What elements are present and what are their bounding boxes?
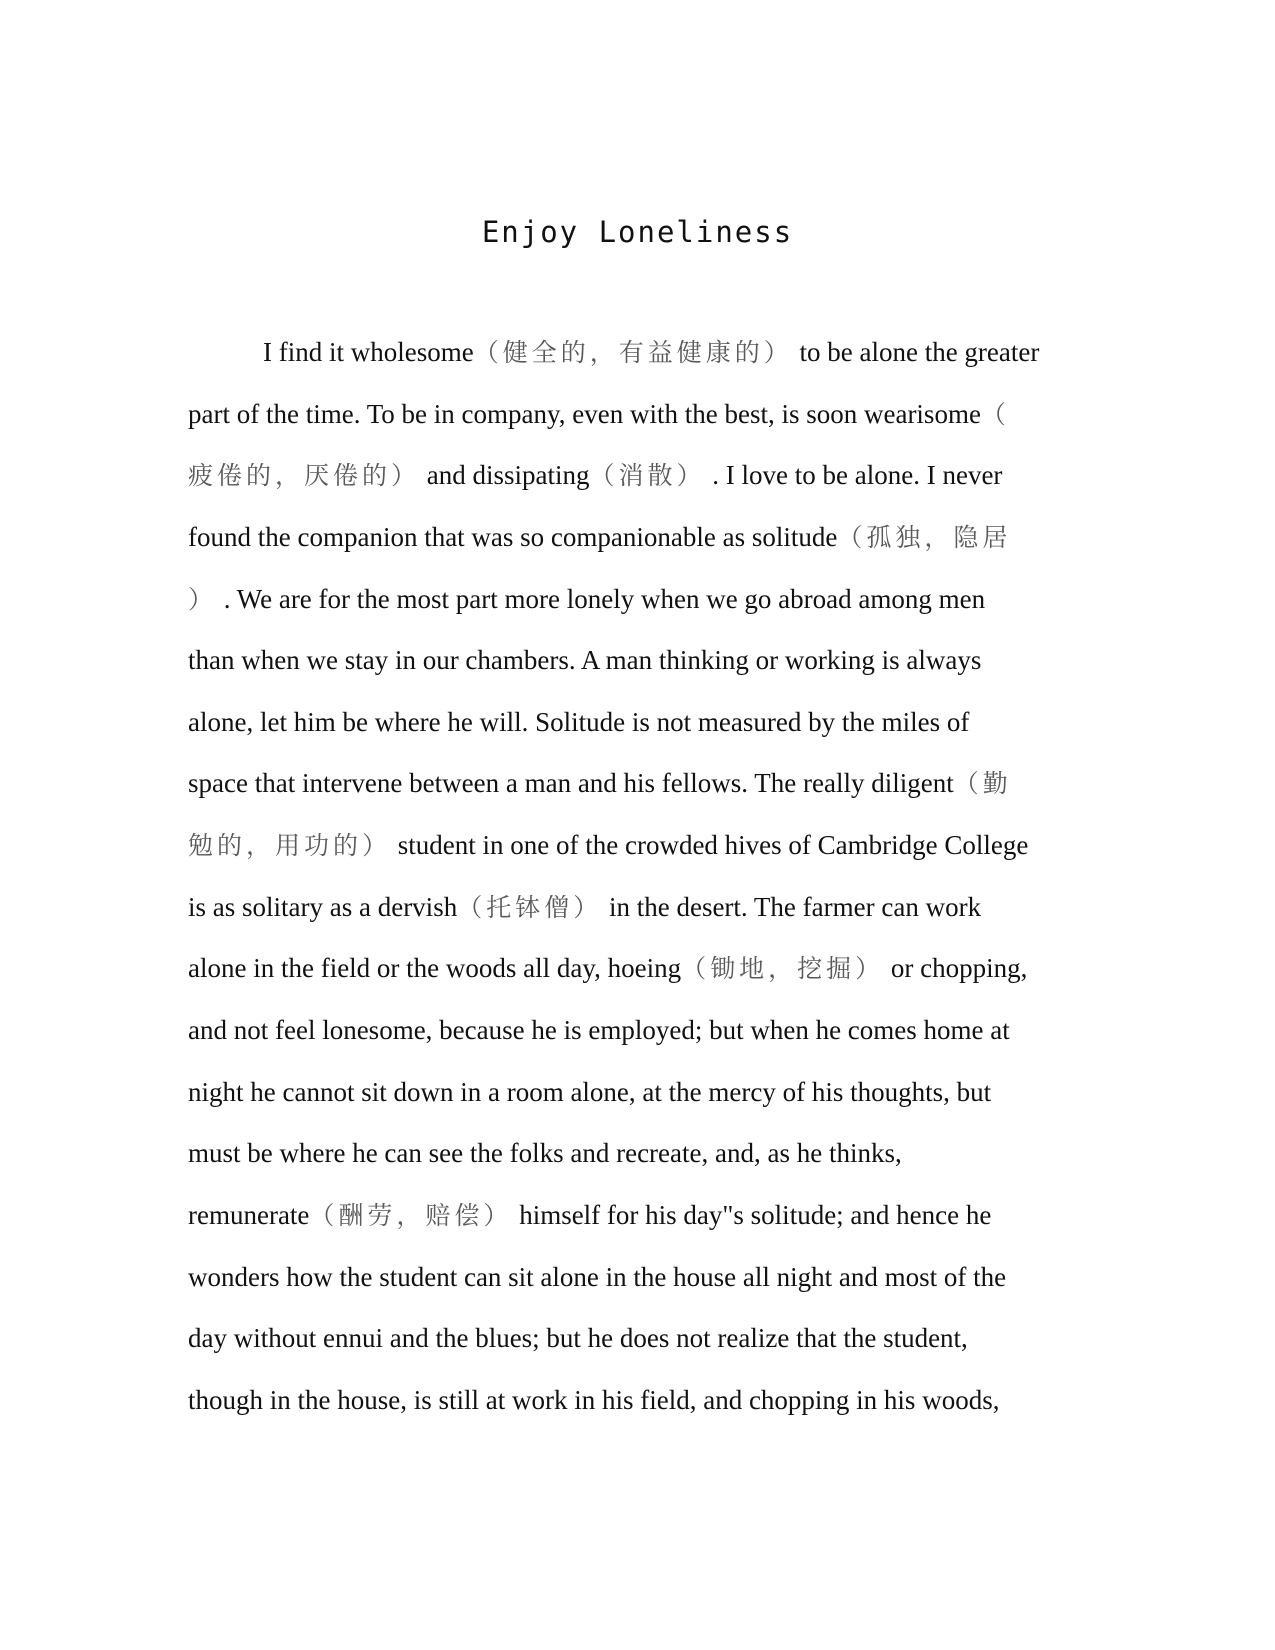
text-line (188, 1312, 1088, 1374)
english-text: in the desert. The farmer can work (602, 891, 982, 922)
text-line (188, 634, 1088, 696)
body-paragraph (188, 326, 1088, 1436)
chinese-gloss: 疲倦的，厌倦的） (188, 461, 421, 491)
text-line (188, 573, 1088, 635)
text-line (188, 1127, 1088, 1189)
chinese-gloss: （托钵僧） (457, 892, 603, 922)
text-line (188, 881, 1088, 943)
english-text: night he cannot sit down in a room alone, at the mercy of his thoughts, but (188, 1076, 992, 1107)
chinese-gloss: （消散） (589, 461, 706, 491)
text-line (188, 696, 1088, 758)
english-text: than when we stay in our chambers. A man thinking or working is always (188, 645, 982, 676)
text-line (188, 388, 1088, 450)
english-text: though in the house, is still at work in his field, and chopping in his woods, (188, 1384, 1000, 1415)
text-line (188, 1251, 1088, 1313)
english-text: wonders how the student can sit alone in the house all night and most of the (188, 1261, 1007, 1292)
chinese-gloss: （ (980, 399, 1010, 429)
chinese-gloss: ） (188, 584, 218, 614)
english-text: day without ennui and the blues; but he does not realize that the student, (188, 1323, 968, 1354)
text-line (188, 757, 1088, 819)
text-line (188, 1004, 1088, 1066)
chinese-gloss: （锄地，挖掘） (681, 954, 885, 984)
english-text: I find it wholesome (263, 337, 474, 367)
english-text: must be where he can see the folks and recreate, and, as he thinks, (188, 1138, 902, 1169)
text-line (188, 449, 1088, 511)
english-text: . We are for the most part more lonely when we go abroad among men (217, 583, 986, 614)
english-text: and not feel lonesome, because he is employed; but when he comes home at (188, 1015, 1010, 1046)
chinese-gloss: 勉的，用功的） (188, 831, 392, 861)
english-text: space that intervene between a man and his fellows. The really diligent (188, 768, 954, 799)
text-line (188, 1374, 1088, 1436)
english-text: part of the time. To be in company, even with the best, is soon wearisome (188, 398, 981, 429)
english-text: is as solitary as a dervish (188, 891, 458, 922)
chinese-gloss: （孤独，隐居 (837, 522, 1012, 552)
text-line (188, 326, 1088, 388)
text-line (188, 942, 1088, 1004)
english-text: or chopping, (884, 953, 1028, 984)
english-text: alone in the field or the woods all day, hoeing (188, 953, 682, 984)
english-text: student in one of the crowded hives of Cambridge College (391, 830, 1029, 861)
english-text: to be alone the greater (792, 337, 1040, 367)
chinese-gloss: （健全的，有益健康的） (473, 338, 793, 367)
english-text: alone, let him be where he will. Solitude is not measured by the miles of (188, 706, 970, 737)
english-text: remunerate (188, 1199, 310, 1230)
chinese-gloss: （酬劳，赔偿） (309, 1200, 513, 1230)
text-line (188, 511, 1088, 573)
english-text: found the companion that was so companionable as solitude (188, 521, 838, 552)
text-line (188, 819, 1088, 881)
english-text: himself for his day"s solitude; and hence he (512, 1199, 992, 1230)
document-title: Enjoy Loneliness (481, 215, 794, 249)
english-text: . I love to be alone. I never (705, 460, 1003, 491)
chinese-gloss: （勤 (953, 769, 1012, 799)
text-line (188, 1189, 1088, 1251)
text-line (188, 1066, 1088, 1128)
english-text: and dissipating (420, 460, 590, 491)
